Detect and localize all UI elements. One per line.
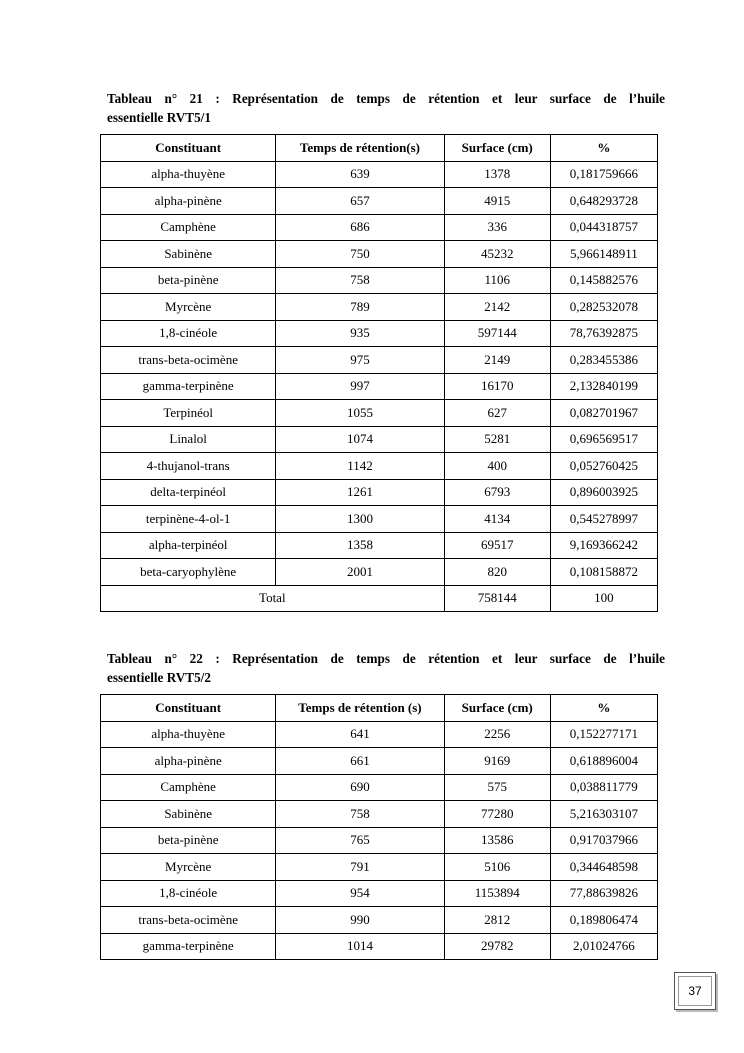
cell-surface: 597144 (444, 320, 550, 347)
cell-surface: 45232 (444, 241, 550, 268)
table-row (101, 400, 658, 427)
cell-retention-time: 657 (276, 188, 444, 215)
cell-percent: 5,966148911 (550, 241, 657, 268)
cell-percent: 0,696569517 (550, 426, 657, 453)
cell-surface: 69517 (444, 532, 550, 559)
cell-constituant: gamma-terpinène (101, 933, 276, 960)
cell-constituant: 1,8-cinéole (101, 320, 276, 347)
cell-retention-time: 954 (276, 880, 444, 907)
cell-constituant: beta-caryophylène (101, 559, 276, 586)
cell-percent: 0,618896004 (550, 748, 657, 775)
table-row (101, 373, 658, 400)
cell-constituant: Sabinène (101, 241, 276, 268)
cell-percent: 0,189806474 (550, 907, 657, 934)
cell-retention-time: 1055 (276, 400, 444, 427)
table-22-body (101, 721, 658, 960)
page-number-text: 37 (688, 984, 702, 998)
table-row (101, 161, 658, 188)
table-row (101, 532, 658, 559)
cell-surface: 16170 (444, 373, 550, 400)
cell-percent: 0,152277171 (550, 721, 657, 748)
table-22-caption-line1: Tableau n° 22 : Représentation de temps de rétention et leur surface de l’huile (107, 651, 665, 666)
cell-retention-time: 791 (276, 854, 444, 881)
table-header-row (101, 695, 658, 722)
cell-percent: 0,283455386 (550, 347, 657, 374)
cell-retention-time: 639 (276, 161, 444, 188)
cell-retention-time: 686 (276, 214, 444, 241)
cell-percent: 0,648293728 (550, 188, 657, 215)
cell-retention-time: 990 (276, 907, 444, 934)
cell-percent: 0,545278997 (550, 506, 657, 533)
cell-constituant: alpha-thuyène (101, 721, 276, 748)
cell-constituant: trans-beta-ocimène (101, 347, 276, 374)
cell-retention-time: 1074 (276, 426, 444, 453)
cell-surface: 4915 (444, 188, 550, 215)
header-percent: % (550, 135, 657, 162)
cell-percent: 0,082701967 (550, 400, 657, 427)
table-row (101, 453, 658, 480)
table-21-caption-line2: essentielle RVT5/1 (107, 110, 211, 125)
cell-percent: 0,181759666 (550, 161, 657, 188)
cell-percent: 2,132840199 (550, 373, 657, 400)
cell-surface: 29782 (444, 933, 550, 960)
cell-surface: 6793 (444, 479, 550, 506)
table-row (101, 188, 658, 215)
cell-percent: 5,216303107 (550, 801, 657, 828)
table-row (101, 294, 658, 321)
cell-surface: 400 (444, 453, 550, 480)
cell-constituant: Camphène (101, 774, 276, 801)
table-22 (100, 694, 658, 960)
table-row (101, 721, 658, 748)
header-constituant: Constituant (101, 695, 276, 722)
table-header-row (101, 135, 658, 162)
cell-retention-time: 1300 (276, 506, 444, 533)
total-percent: 100 (550, 585, 657, 612)
cell-constituant: beta-pinène (101, 827, 276, 854)
header-percent: % (550, 695, 657, 722)
header-surface: Surface (cm) (444, 135, 550, 162)
cell-surface: 336 (444, 214, 550, 241)
table-row (101, 827, 658, 854)
table-row (101, 880, 658, 907)
cell-percent: 9,169366242 (550, 532, 657, 559)
cell-constituant: terpinène-4-ol-1 (101, 506, 276, 533)
cell-retention-time: 789 (276, 294, 444, 321)
cell-percent: 0,052760425 (550, 453, 657, 480)
cell-percent: 0,917037966 (550, 827, 657, 854)
cell-surface: 5281 (444, 426, 550, 453)
table-21-caption-line1: Tableau n° 21 : Représentation de temps de rétention et leur surface de l’huile (107, 91, 665, 106)
table-row (101, 559, 658, 586)
table-row (101, 801, 658, 828)
cell-percent: 0,145882576 (550, 267, 657, 294)
cell-retention-time: 975 (276, 347, 444, 374)
cell-retention-time: 1014 (276, 933, 444, 960)
header-retention-time: Temps de rétention (s) (276, 695, 444, 722)
cell-surface: 820 (444, 559, 550, 586)
cell-retention-time: 758 (276, 801, 444, 828)
cell-constituant: alpha-pinène (101, 188, 276, 215)
cell-constituant: gamma-terpinène (101, 373, 276, 400)
cell-surface: 13586 (444, 827, 550, 854)
table-row (101, 506, 658, 533)
table-21-caption (107, 89, 665, 127)
cell-retention-time: 690 (276, 774, 444, 801)
cell-constituant: Camphène (101, 214, 276, 241)
table-21-body (101, 161, 658, 585)
table-total-row (101, 585, 658, 612)
table-row (101, 241, 658, 268)
cell-percent: 77,88639826 (550, 880, 657, 907)
table-row (101, 774, 658, 801)
cell-surface: 1378 (444, 161, 550, 188)
cell-surface: 575 (444, 774, 550, 801)
table-22-caption (107, 649, 665, 687)
cell-retention-time: 997 (276, 373, 444, 400)
cell-constituant: alpha-pinène (101, 748, 276, 775)
table-row (101, 267, 658, 294)
cell-constituant: beta-pinène (101, 267, 276, 294)
page-number (674, 972, 716, 1010)
table-row (101, 214, 658, 241)
cell-constituant: alpha-terpinéol (101, 532, 276, 559)
cell-surface: 2142 (444, 294, 550, 321)
cell-retention-time: 641 (276, 721, 444, 748)
cell-percent: 0,282532078 (550, 294, 657, 321)
cell-constituant: Myrcène (101, 854, 276, 881)
table-row (101, 347, 658, 374)
cell-constituant: 1,8-cinéole (101, 880, 276, 907)
table-row (101, 854, 658, 881)
cell-constituant: trans-beta-ocimène (101, 907, 276, 934)
cell-constituant: Myrcène (101, 294, 276, 321)
table-row (101, 426, 658, 453)
table-row (101, 320, 658, 347)
table-row (101, 907, 658, 934)
cell-surface: 1153894 (444, 880, 550, 907)
cell-surface: 627 (444, 400, 550, 427)
table-row (101, 933, 658, 960)
cell-retention-time: 765 (276, 827, 444, 854)
cell-percent: 2,01024766 (550, 933, 657, 960)
cell-retention-time: 661 (276, 748, 444, 775)
table-22-caption-line2: essentielle RVT5/2 (107, 670, 211, 685)
cell-percent: 78,76392875 (550, 320, 657, 347)
cell-percent: 0,344648598 (550, 854, 657, 881)
cell-retention-time: 1261 (276, 479, 444, 506)
cell-constituant: Terpinéol (101, 400, 276, 427)
cell-surface: 2149 (444, 347, 550, 374)
total-surface: 758144 (444, 585, 550, 612)
cell-retention-time: 750 (276, 241, 444, 268)
cell-surface: 5106 (444, 854, 550, 881)
table-row (101, 479, 658, 506)
total-label: Total (101, 585, 445, 612)
cell-surface: 9169 (444, 748, 550, 775)
cell-percent: 0,038811779 (550, 774, 657, 801)
cell-retention-time: 758 (276, 267, 444, 294)
cell-surface: 77280 (444, 801, 550, 828)
cell-percent: 0,044318757 (550, 214, 657, 241)
table-21 (100, 134, 658, 612)
cell-constituant: delta-terpinéol (101, 479, 276, 506)
cell-percent: 0,896003925 (550, 479, 657, 506)
cell-percent: 0,108158872 (550, 559, 657, 586)
cell-constituant: Sabinène (101, 801, 276, 828)
cell-constituant: Linalol (101, 426, 276, 453)
cell-surface: 4134 (444, 506, 550, 533)
cell-surface: 1106 (444, 267, 550, 294)
cell-retention-time: 1358 (276, 532, 444, 559)
cell-surface: 2256 (444, 721, 550, 748)
table-row (101, 748, 658, 775)
header-surface: Surface (cm) (444, 695, 550, 722)
cell-retention-time: 1142 (276, 453, 444, 480)
cell-retention-time: 935 (276, 320, 444, 347)
header-constituant: Constituant (101, 135, 276, 162)
cell-surface: 2812 (444, 907, 550, 934)
cell-retention-time: 2001 (276, 559, 444, 586)
cell-constituant: 4-thujanol-trans (101, 453, 276, 480)
cell-constituant: alpha-thuyène (101, 161, 276, 188)
header-retention-time: Temps de rétention(s) (276, 135, 444, 162)
